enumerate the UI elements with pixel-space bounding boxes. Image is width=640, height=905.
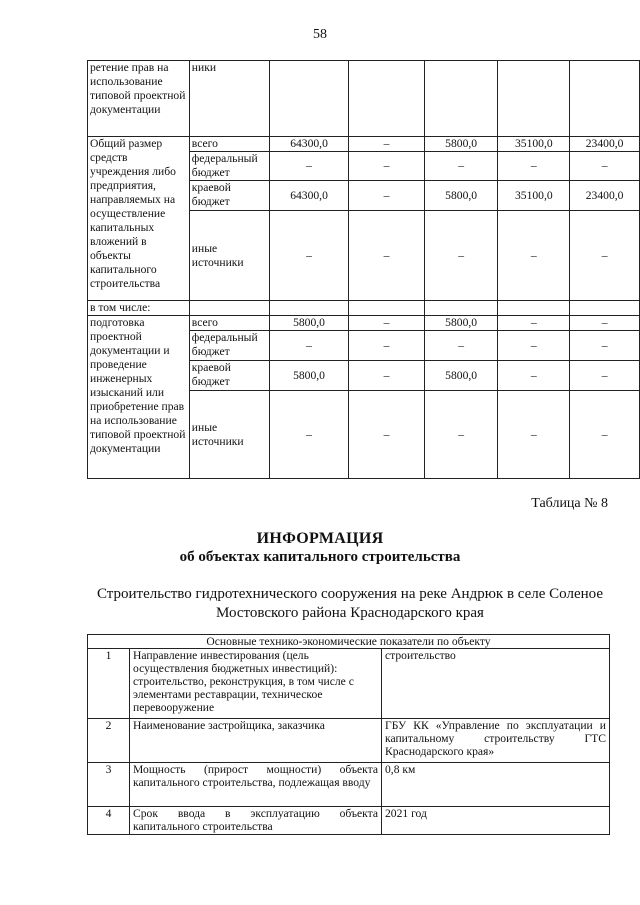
value-cell: – [349, 137, 424, 152]
param-name: Мощность (прирост мощности) объекта капитального строительства, подлежащая вводу [130, 763, 382, 807]
object-title-line: Мостовского района Краснодарского края [216, 605, 484, 621]
page-number: 58 [313, 27, 327, 42]
value-cell: – [349, 316, 424, 331]
params-table [87, 634, 610, 835]
source-label: краевой бюджет [189, 361, 269, 391]
value-cell: – [269, 211, 349, 301]
value-cell: – [570, 331, 640, 361]
row-number: 3 [88, 763, 130, 807]
object-title [60, 585, 640, 623]
table-row [88, 61, 640, 137]
value-cell: – [570, 361, 640, 391]
object-title-line: Строительство гидротехнического сооружения на реке Андрюк в селе Соленое [96, 586, 603, 602]
value-cell: – [424, 331, 498, 361]
source-label: всего [189, 316, 269, 331]
value-cell: – [570, 152, 640, 181]
value-cell: – [349, 152, 424, 181]
value-cell: 5800,0 [424, 181, 498, 211]
param-value: 2021 год [382, 807, 610, 835]
table-header-row [88, 635, 610, 649]
value-cell: – [498, 361, 570, 391]
value-cell: – [269, 331, 349, 361]
source-label: ники [189, 61, 269, 137]
value-cell: – [498, 152, 570, 181]
param-value: строительство [382, 649, 610, 719]
value-cell: 64300,0 [269, 181, 349, 211]
value-cell: – [498, 391, 570, 479]
table-row [88, 719, 610, 763]
value-cell: – [570, 391, 640, 479]
value-cell: 64300,0 [269, 137, 349, 152]
row-label: Общий размер средств учреждения либо предприятия, направляемых на осуществление капитальных вложений в объекты капитального строительства [88, 137, 190, 301]
row-label: в том числе: [88, 301, 190, 316]
param-value: ГБУ КК «Управление по эксплуатации и капитальному строительству ГТС Краснодарского края» [382, 719, 610, 763]
value-cell: – [349, 391, 424, 479]
value-cell: 5800,0 [424, 361, 498, 391]
value-cell: – [269, 152, 349, 181]
value-cell: – [349, 211, 424, 301]
table-caption: Таблица № 8 [531, 496, 608, 511]
source-label: федеральный бюджет [189, 331, 269, 361]
row-number: 4 [88, 807, 130, 835]
row-number: 1 [88, 649, 130, 719]
value-cell: – [349, 361, 424, 391]
value-cell: 35100,0 [498, 181, 570, 211]
value-cell: – [424, 211, 498, 301]
row-label: подготовка проектной документации и проведение инженерных изысканий или приобретение прав на использование типовой проектной документации [88, 316, 190, 479]
param-name: Направление инвестирования (цель осуществления бюджетных инвестиций): строительство, реконструкция, в том числе с элементами реставрации, техническое перевооружение [130, 649, 382, 719]
value-cell: – [498, 316, 570, 331]
value-cell: – [570, 211, 640, 301]
table-row [88, 649, 610, 719]
row-label: ретение прав на использование типовой проектной документации [88, 61, 190, 137]
value-cell: – [498, 211, 570, 301]
table-row [88, 137, 640, 152]
value-cell: – [498, 331, 570, 361]
row-number: 2 [88, 719, 130, 763]
value-cell: 5800,0 [424, 316, 498, 331]
value-cell: 5800,0 [269, 316, 349, 331]
source-label: краевой бюджет [189, 181, 269, 211]
value-cell: – [424, 391, 498, 479]
source-label: иные источники [189, 211, 269, 301]
value-cell: 23400,0 [570, 181, 640, 211]
source-label: иные источники [189, 391, 269, 479]
value-cell: – [349, 181, 424, 211]
value-cell: 35100,0 [498, 137, 570, 152]
value-cell: 23400,0 [570, 137, 640, 152]
value-cell: 5800,0 [424, 137, 498, 152]
value-cell: – [349, 331, 424, 361]
table-row [88, 316, 640, 331]
source-label: всего [189, 137, 269, 152]
value-cell: 5800,0 [269, 361, 349, 391]
param-value: 0,8 км [382, 763, 610, 807]
param-name: Наименование застройщика, заказчика [130, 719, 382, 763]
source-label: федеральный бюджет [189, 152, 269, 181]
table-row [88, 763, 610, 807]
info-subtitle: об объектах капитального строительства [179, 549, 461, 565]
table-row [88, 807, 610, 835]
info-title: ИНФОРМАЦИЯ [256, 530, 384, 547]
table-header: Основные технико-экономические показатели по объекту [88, 635, 610, 649]
param-name: Срок ввода в эксплуатацию объекта капитального строительства [130, 807, 382, 835]
value-cell: – [570, 316, 640, 331]
value-cell: – [269, 391, 349, 479]
funding-table [87, 60, 640, 479]
table-row [88, 301, 640, 316]
value-cell: – [424, 152, 498, 181]
